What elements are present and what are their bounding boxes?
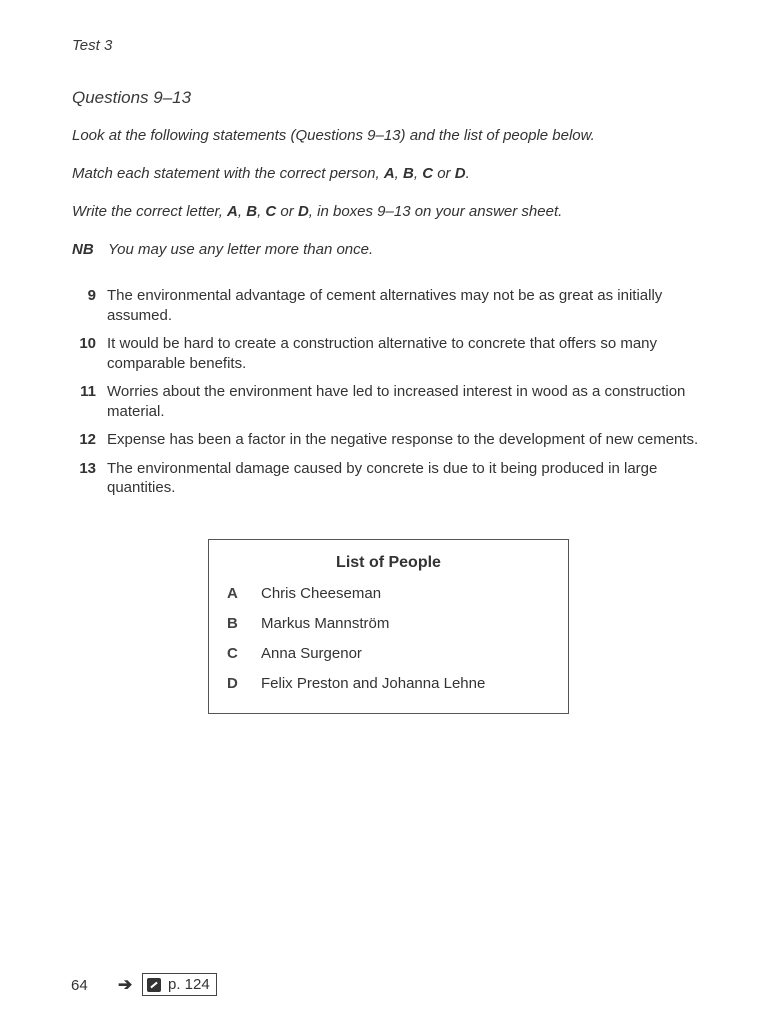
separator: or (276, 203, 298, 220)
person-letter: B (227, 615, 238, 632)
question-item (72, 430, 722, 450)
question-text: The environmental advantage of cement alternatives may not be as great as initially assumed. (107, 287, 663, 324)
letter-d: D (297, 203, 309, 220)
letter-d: D (454, 165, 466, 182)
person-name: Anna Surgenor (261, 645, 362, 662)
separator: , (257, 203, 266, 220)
question-text: Worries about the environment have led to increased interest in wood as a construction material. (107, 383, 686, 420)
person-name: Felix Preston and Johanna Lehne (261, 675, 486, 692)
question-number: 9 (87, 287, 96, 304)
person-item (227, 585, 381, 602)
answer-reference-text: p. 124 (168, 976, 210, 993)
question-number: 13 (79, 459, 96, 477)
letter-a: A (383, 165, 395, 182)
question-text: Expense has been a factor in the negative response to the development of new cements. (107, 431, 699, 448)
question-number: 11 (80, 383, 96, 400)
question-item (72, 382, 722, 421)
separator: , (413, 165, 423, 182)
person-letter: A (227, 585, 238, 602)
answer-reference[interactable] (142, 973, 217, 996)
question-number: 12 (79, 431, 96, 448)
person-name: Chris Cheeseman (261, 585, 382, 602)
instruction-line-3 (72, 203, 562, 220)
question-item (72, 334, 722, 373)
letter-c: C (265, 203, 277, 220)
instruction-text: Write the correct letter, (72, 203, 228, 220)
nb-text: You may use any letter more than once. (108, 241, 374, 258)
letter-b: B (246, 203, 258, 220)
separator: , (237, 203, 247, 220)
person-item (227, 675, 485, 692)
separator: or (433, 165, 455, 182)
letter-b: B (403, 165, 414, 182)
nb-label: NB (72, 241, 94, 258)
question-item (72, 459, 722, 498)
question-list (72, 286, 722, 507)
instruction-end: . (465, 165, 470, 182)
letter-a: A (227, 203, 238, 220)
people-list-title: List of People (336, 554, 441, 571)
person-item (227, 615, 389, 632)
page-number: 64 (71, 977, 88, 994)
section-title: Questions 9–13 (72, 88, 192, 107)
answer-key-icon (147, 978, 161, 992)
people-list-box (208, 539, 569, 714)
person-name: Markus Mannström (261, 615, 390, 632)
question-text: The environmental damage caused by concrete is due to it being produced in large quantities. (107, 459, 658, 496)
instruction-line-1: Look at the following statements (Questions 9–13) and the list of people below. (72, 127, 595, 144)
person-item (227, 645, 362, 662)
question-text: It would be hard to create a construction alternative to concrete that offers so many comparable benefits. (107, 335, 658, 372)
instruction-end: , in boxes 9–13 on your answer sheet. (308, 203, 563, 220)
question-number: 10 (79, 335, 96, 352)
nb-note (72, 241, 373, 258)
person-letter: D (227, 675, 238, 692)
letter-c: C (422, 165, 434, 182)
running-head: Test 3 (72, 37, 113, 54)
question-item (72, 286, 722, 325)
instruction-text: Match each statement with the correct person, (72, 165, 384, 182)
arrow-right-icon: ➔ (118, 975, 133, 994)
instruction-line-2 (72, 165, 470, 182)
person-letter: C (227, 645, 238, 662)
separator: , (394, 165, 404, 182)
